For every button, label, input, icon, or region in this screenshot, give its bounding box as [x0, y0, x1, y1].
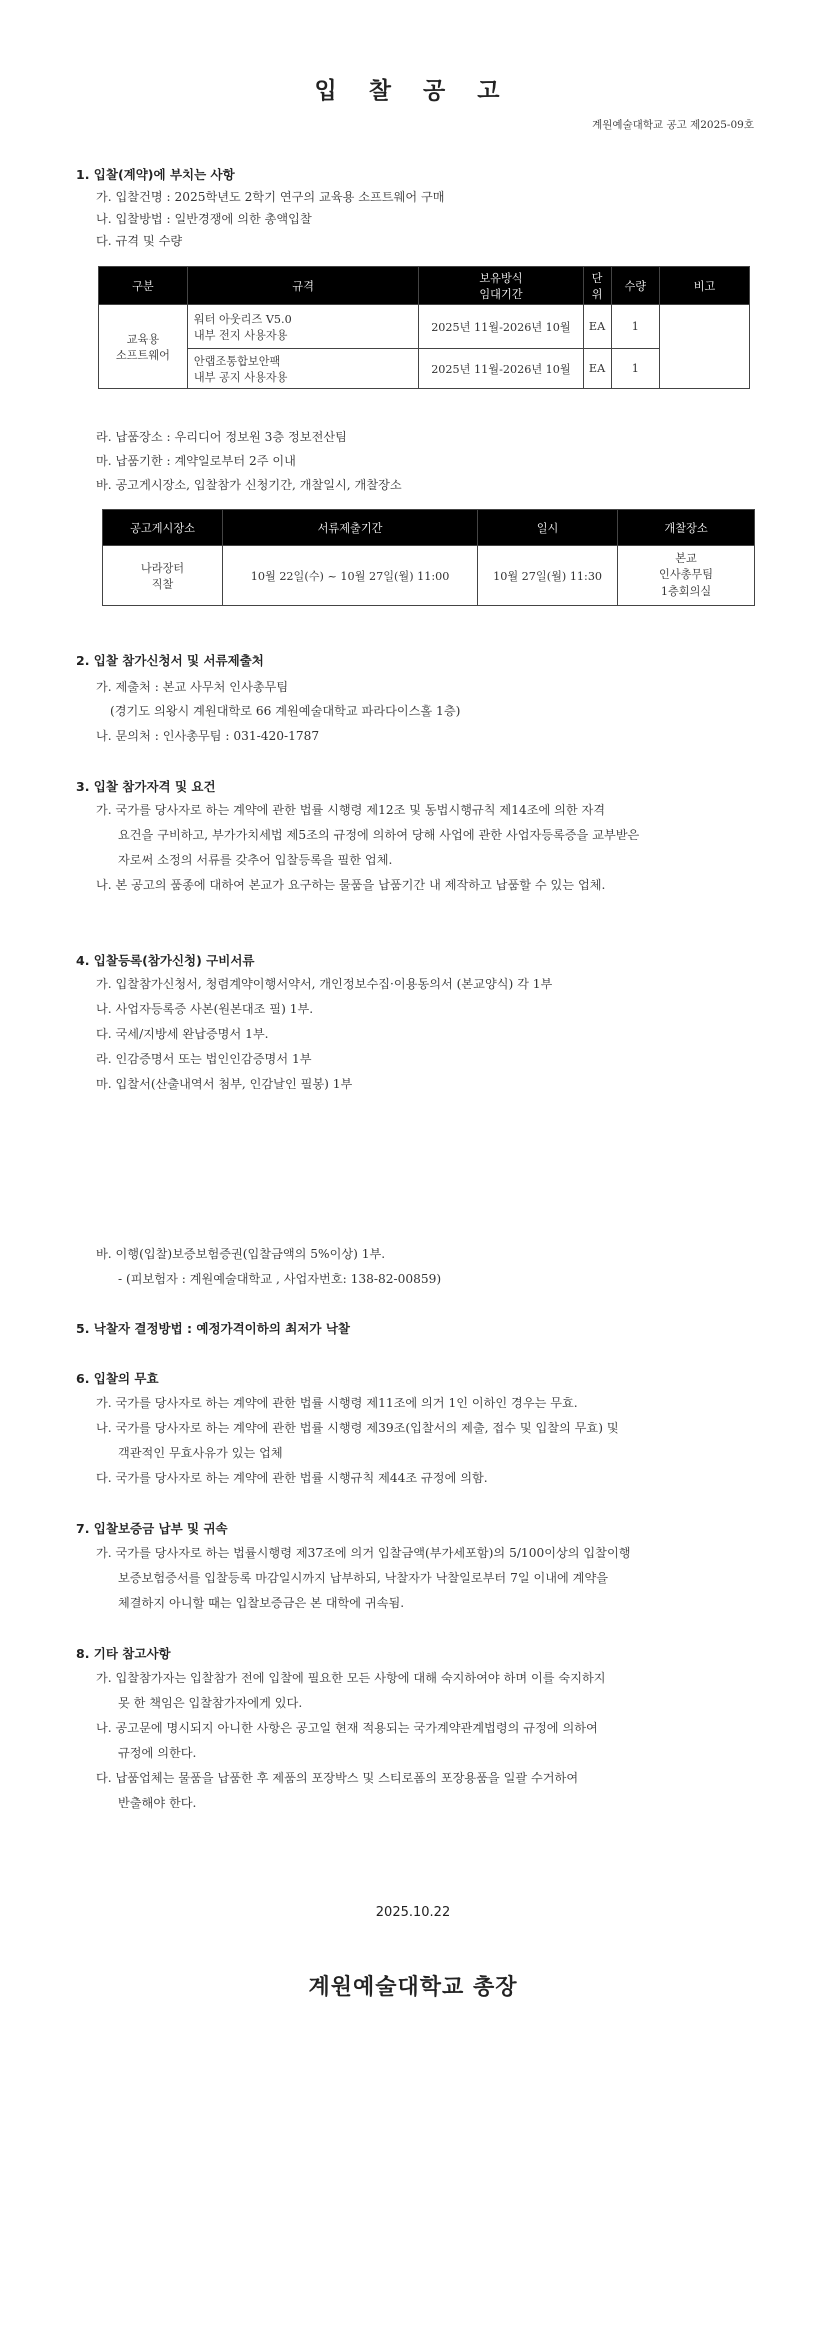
s4-item-d: 라. 인감증명서 또는 법인인감증명서 1부	[96, 1052, 312, 1066]
submission-period-cell: 10월 22일(수) ~ 10월 27일(월) 11:00	[223, 546, 478, 606]
issuer-signature: 계원예술대학교 총장	[308, 1975, 518, 2000]
s4-item-c: 다. 국세/지방세 완납증명서 1부.	[96, 1027, 269, 1041]
s6-item-c: 다. 국가를 당사자로 하는 계약에 관한 법률 시행규칙 제44조 규정에 의함.	[96, 1471, 488, 1485]
section-8-heading: 8. 기타 참고사항	[76, 1646, 171, 1661]
table-row	[99, 305, 750, 349]
s8-item-a-line2: 못 한 책임은 입찰참가자에게 있다.	[118, 1696, 303, 1710]
qty-cell: 1	[611, 349, 660, 389]
s7-item-a-line1: 가. 국가를 당사자로 하는 법률시행령 제37조에 의거 입찰금액(부가세포함)의 5/100이상의 입찰이행	[96, 1546, 631, 1560]
s6-item-a: 가. 국가를 당사자로 하는 계약에 관한 법률 시행령 제11조에 의거 1인 이하인 경우는 무효.	[96, 1396, 578, 1410]
section-3-heading: 3. 입찰 참가자격 및 요건	[76, 779, 216, 794]
category-cell: 교육용 소프트웨어	[99, 305, 188, 389]
unit-cell: EA	[583, 305, 611, 349]
s6-item-b-line2: 객관적인 무효사유가 있는 업체	[118, 1446, 283, 1460]
schedule-table	[102, 509, 755, 606]
table-row	[99, 349, 750, 389]
section-6-heading: 6. 입찰의 무효	[76, 1371, 159, 1386]
period-cell: 2025년 11월-2026년 10월	[419, 349, 583, 389]
table-row	[103, 546, 755, 606]
s2-item-a-address: (경기도 의왕시 계원대학로 66 계원예술대학교 파라다이스홀 1층)	[110, 704, 461, 718]
s1-item-f: 바. 공고게시장소, 입찰참가 신청기간, 개찰일시, 개찰장소	[96, 478, 402, 492]
spec-table	[98, 266, 750, 389]
spec-cell: 안랩조통합보안팩 내부 공지 사용자용	[187, 349, 418, 389]
th-notice-place: 공고게시장소	[103, 510, 223, 546]
open-place-cell: 본교 인사총무팀 1층회의실	[618, 546, 755, 606]
s7-item-a-line3: 체결하지 아니할 때는 입찰보증금은 본 대학에 귀속됨.	[118, 1596, 405, 1610]
s1-item-d: 라. 납품장소 : 우리디어 정보원 3층 정보전산팀	[96, 430, 347, 444]
s6-item-b-line1: 나. 국가를 당사자로 하는 계약에 관한 법률 시행령 제39조(입찰서의 제출, 접수 및 입찰의 무효) 및	[96, 1421, 619, 1435]
th-note: 비고	[660, 267, 750, 305]
section-1-heading: 1. 입찰(계약)에 부치는 사항	[76, 167, 235, 182]
s4-item-f: 바. 이행(입찰)보증보험증권(입찰금액의 5%이상) 1부.	[96, 1247, 386, 1261]
s8-item-c-line2: 반출해야 한다.	[118, 1796, 197, 1810]
s3-item-a-line1: 가. 국가를 당사자로 하는 계약에 관한 법률 시행령 제12조 및 동법시행규칙 제14조에 의한 자격	[96, 803, 606, 817]
s4-item-b: 나. 사업자등록증 사본(원본대조 필) 1부.	[96, 1002, 314, 1016]
page-title: 입 찰 공 고	[314, 78, 512, 104]
s8-item-a-line1: 가. 입찰참가자는 입찰참가 전에 입찰에 필요한 모든 사항에 대해 숙지하여야 하며 이를 숙지하지	[96, 1671, 606, 1685]
th-open-place: 개찰장소	[618, 510, 755, 546]
s4-item-f-note: - (피보험자 : 계원예술대학교 , 사업자번호: 138-82-00859)	[118, 1272, 442, 1286]
s2-item-a: 가. 제출처 : 본교 사무처 인사총무팀	[96, 680, 289, 694]
section-7-heading: 7. 입찰보증금 납부 및 귀속	[76, 1521, 228, 1536]
th-submission-period: 서류제출기간	[223, 510, 478, 546]
s3-item-b: 나. 본 공고의 품종에 대하여 본교가 요구하는 물품을 납품기간 내 제작하고 납품할 수 있는 업체.	[96, 878, 606, 892]
qty-cell: 1	[611, 305, 660, 349]
unit-cell: EA	[583, 349, 611, 389]
th-period: 보유방식 임대기간	[419, 267, 583, 305]
th-unit: 단 위	[583, 267, 611, 305]
s2-item-b: 나. 문의처 : 인사총무팀 : 031-420-1787	[96, 729, 320, 743]
s3-item-a-line2: 요건을 구비하고, 부가가치세법 제5조의 규정에 의하여 당해 사업에 관한 사업자등록증을 교부받은	[118, 828, 640, 842]
datetime-cell: 10월 27일(월) 11:30	[478, 546, 618, 606]
s8-item-b-line1: 나. 공고문에 명시되지 아니한 사항은 공고일 현재 적용되는 국가계약관계법령의 규정에 의하여	[96, 1721, 598, 1735]
s3-item-a-line3: 자로써 소정의 서류를 갖추어 입찰등록을 필한 업체.	[118, 853, 393, 867]
th-datetime: 일시	[478, 510, 618, 546]
s4-item-a: 가. 입찰참가신청서, 청렴계약이행서약서, 개인정보수집·이용동의서 (본교양식) 각 1부	[96, 977, 553, 991]
section-5-heading: 5. 낙찰자 결정방법 : 예정가격이하의 최저가 낙찰	[76, 1321, 350, 1336]
period-cell: 2025년 11월-2026년 10월	[419, 305, 583, 349]
s1-item-a: 가. 입찰건명 : 2025학년도 2학기 연구의 교육용 소프트웨어 구매	[96, 190, 445, 204]
section-4-heading: 4. 입찰등록(참가신청) 구비서류	[76, 953, 255, 968]
section-2-heading: 2. 입찰 참가신청서 및 서류제출처	[76, 653, 264, 668]
notice-place-cell: 나라장터 직찰	[103, 546, 223, 606]
s8-item-b-line2: 규정에 의한다.	[118, 1746, 197, 1760]
s1-item-e: 마. 납품기한 : 계약일로부터 2주 이내	[96, 454, 296, 468]
s1-item-b: 나. 입찰방법 : 일반경쟁에 의한 총액입찰	[96, 212, 312, 226]
th-spec: 규격	[187, 267, 418, 305]
s4-item-e: 마. 입찰서(산출내역서 첨부, 인감날인 필봉) 1부	[96, 1077, 353, 1091]
th-qty: 수량	[611, 267, 660, 305]
spec-cell: 워터 아웃리즈 V5.0 내부 전지 사용자용	[187, 305, 418, 349]
note-cell	[660, 305, 750, 389]
document-number: 계원예술대학교 공고 제2025-09호	[592, 119, 754, 131]
s7-item-a-line2: 보증보험증서를 입찰등록 마감일시까지 납부하되, 낙찰자가 낙찰일로부터 7일 이내에 계약을	[118, 1571, 608, 1585]
th-category: 구분	[99, 267, 188, 305]
s1-item-c: 다. 규격 및 수량	[96, 234, 183, 248]
s8-item-c-line1: 다. 납품업체는 물품을 납품한 후 제품의 포장박스 및 스티로폼의 포장용품을 일괄 수거하여	[96, 1771, 579, 1785]
announcement-date: 2025.10.22	[375, 1905, 451, 1920]
